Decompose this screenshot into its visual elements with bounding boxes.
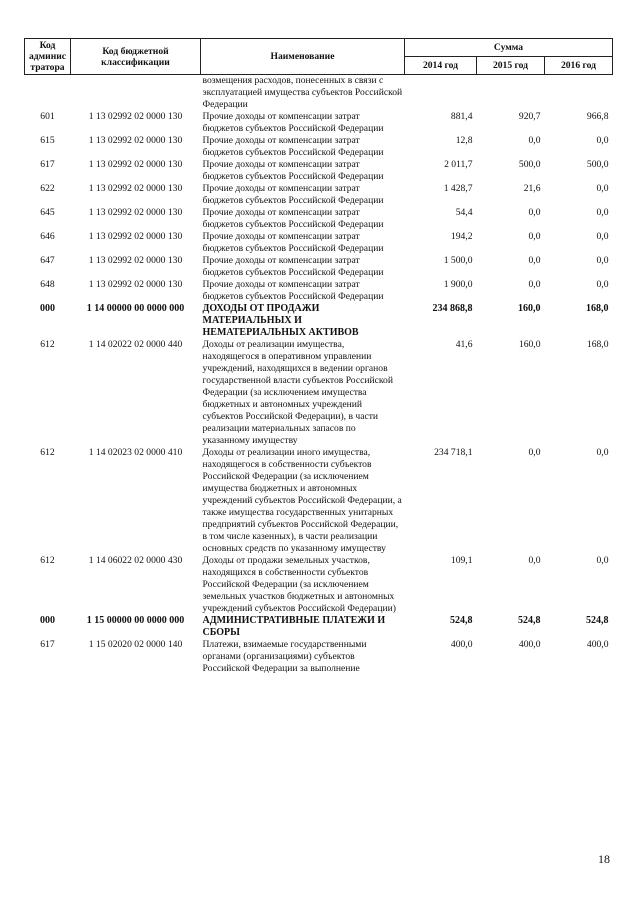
cell-kbk: [71, 75, 201, 112]
cell-value-2014: 109,1: [450, 555, 473, 566]
cell-value-2014: 400,0: [450, 639, 473, 650]
cell-value-2014: 524,8: [450, 615, 473, 626]
cell-value-2016: 966,8: [586, 111, 609, 122]
cell-value-2015: [477, 75, 545, 112]
cell-value-2015: 0,0: [528, 279, 541, 290]
cell-name: Доходы от продажи земельных участков, находящихся в собственности субъектов Российской Федерации (за исключением земельных участков бюджетных и автономных учреждений субъектов Российской Федерации): [202, 555, 396, 614]
cell-kbk: 1 13 02992 02 0000 130: [88, 159, 183, 170]
cell-admin-code: 645: [40, 207, 55, 218]
cell-value-2016: 0,0: [596, 183, 609, 194]
cell-value-2016: 500,0: [586, 159, 609, 170]
cell-name: возмещения расходов, понесенных в связи с эксплуатацией имущества субъектов Российской Федерации: [202, 75, 403, 110]
cell-value-2015: 524,8: [518, 615, 541, 626]
table-row: [25, 639, 613, 675]
header-year-2016: 2016 год: [545, 57, 613, 75]
cell-value-2015: 500,0: [518, 159, 541, 170]
cell-kbk: 1 14 02023 02 0000 410: [88, 447, 183, 458]
table-row: [25, 303, 613, 339]
cell-name: Прочие доходы от компенсации затрат бюджетов субъектов Российской Федерации: [202, 135, 384, 158]
cell-admin-code: 612: [40, 555, 55, 566]
cell-name: Прочие доходы от компенсации затрат бюджетов субъектов Российской Федерации: [202, 279, 384, 302]
cell-admin-code: 647: [40, 255, 55, 266]
cell-name: Прочие доходы от компенсации затрат бюджетов субъектов Российской Федерации: [202, 159, 384, 182]
cell-admin-code: 622: [40, 183, 55, 194]
cell-value-2016: 0,0: [596, 207, 609, 218]
cell-admin-code: 612: [40, 339, 55, 350]
cell-value-2014: 234 868,8: [432, 303, 473, 314]
cell-value-2015: 0,0: [528, 135, 541, 146]
cell-value-2014: 54,4: [455, 207, 473, 218]
cell-kbk: 1 13 02992 02 0000 130: [88, 111, 183, 122]
cell-name: Прочие доходы от компенсации затрат бюджетов субъектов Российской Федерации: [202, 255, 384, 278]
cell-admin-code: 612: [40, 447, 55, 458]
cell-value-2015: 0,0: [528, 207, 541, 218]
cell-name: Платежи, взимаемые государственными органами (организациями) субъектов Российской Федерации за выполнение: [202, 639, 367, 674]
cell-value-2016: [545, 75, 613, 112]
table-row: [25, 183, 613, 207]
cell-kbk: 1 15 00000 00 0000 000: [86, 615, 185, 626]
cell-value-2015: 160,0: [518, 303, 541, 314]
cell-value-2016: 0,0: [596, 555, 609, 566]
cell-admin-code: 617: [40, 639, 55, 650]
cell-kbk: 1 13 02992 02 0000 130: [88, 183, 183, 194]
cell-name: АДМИНИСТРАТИВНЫЕ ПЛАТЕЖИ И СБОРЫ: [202, 615, 386, 638]
table-row: [25, 339, 613, 447]
cell-value-2014: 12,8: [455, 135, 473, 146]
document-page: [24, 38, 620, 675]
cell-value-2014: 194,2: [450, 231, 473, 242]
cell-value-2014: 41,6: [455, 339, 473, 350]
cell-value-2015: 0,0: [528, 231, 541, 242]
cell-value-2016: 0,0: [596, 135, 609, 146]
table-row: [25, 279, 613, 303]
cell-value-2016: 168,0: [586, 339, 609, 350]
cell-kbk: 1 14 02022 02 0000 440: [88, 339, 183, 350]
cell-value-2015: 920,7: [518, 111, 541, 122]
table-row: [25, 75, 613, 112]
cell-value-2015: 21,6: [523, 183, 541, 194]
cell-admin-code: 617: [40, 159, 55, 170]
cell-value-2016: 168,0: [586, 303, 609, 314]
cell-kbk: 1 15 02020 02 0000 140: [88, 639, 183, 650]
cell-value-2015: 400,0: [518, 639, 541, 650]
cell-value-2015: 160,0: [518, 339, 541, 350]
cell-kbk: 1 13 02992 02 0000 130: [88, 279, 183, 290]
cell-kbk: 1 13 02992 02 0000 130: [88, 207, 183, 218]
cell-value-2014: 1 900,0: [443, 279, 473, 290]
cell-name: Прочие доходы от компенсации затрат бюджетов субъектов Российской Федерации: [202, 183, 384, 206]
header-year-2014: 2014 год: [405, 57, 477, 75]
cell-name: Доходы от реализации иного имущества, находящегося в собственности субъектов Российской Федерации (за исключением имущества бюджетных и автономных учреждений субъектов Российской Федерации, а также имущества государственных унитарных предприятий субъектов Российской Федерации, в том числе казенных), в части реализации основных средств по указанному имуществу: [202, 447, 402, 554]
budget-table: [24, 38, 613, 675]
cell-kbk: 1 13 02992 02 0000 130: [88, 231, 183, 242]
cell-value-2015: 0,0: [528, 447, 541, 458]
cell-value-2016: 524,8: [586, 615, 609, 626]
cell-admin-code: [25, 75, 71, 112]
cell-name: Доходы от реализации имущества, находящегося в оперативном управлении учреждений, находящихся в ведении органов государственной власти субъектов Российской Федерации (за исключением имущества бюджетных и автономных учреждений субъектов Российской Федерации), в части реализации материальных запасов по указанному имуществу: [202, 339, 393, 446]
cell-value-2014: [405, 75, 477, 112]
cell-value-2016: 0,0: [596, 255, 609, 266]
header-admin-code: Код админис тратора: [25, 39, 71, 75]
cell-value-2014: 234 718,1: [434, 447, 473, 458]
table-row: [25, 555, 613, 615]
header-year-2015: 2015 год: [477, 57, 545, 75]
cell-name: ДОХОДЫ ОТ ПРОДАЖИ МАТЕРИАЛЬНЫХ И НЕМАТЕРИАЛЬНЫХ АКТИВОВ: [202, 303, 359, 338]
cell-value-2016: 0,0: [596, 231, 609, 242]
cell-value-2014: 1 428,7: [443, 183, 473, 194]
table-header: [25, 39, 613, 75]
table-row: [25, 255, 613, 279]
table-row: [25, 615, 613, 639]
cell-value-2016: 0,0: [596, 447, 609, 458]
cell-value-2015: 0,0: [528, 255, 541, 266]
table-row: [25, 159, 613, 183]
table-row: [25, 111, 613, 135]
cell-value-2014: 881,4: [450, 111, 473, 122]
table-row: [25, 447, 613, 555]
cell-name: Прочие доходы от компенсации затрат бюджетов субъектов Российской Федерации: [202, 207, 384, 230]
cell-admin-code: 000: [40, 303, 55, 314]
cell-admin-code: 648: [40, 279, 55, 290]
cell-name: Прочие доходы от компенсации затрат бюджетов субъектов Российской Федерации: [202, 111, 384, 134]
cell-value-2016: 400,0: [586, 639, 609, 650]
cell-value-2016: 0,0: [596, 279, 609, 290]
cell-kbk: 1 14 00000 00 0000 000: [86, 303, 185, 314]
header-name: Наименование: [201, 39, 405, 75]
cell-value-2014: 2 011,7: [444, 159, 473, 170]
table-body: [25, 75, 613, 676]
cell-value-2015: 0,0: [528, 555, 541, 566]
cell-kbk: 1 13 02992 02 0000 130: [88, 255, 183, 266]
page-number: 18: [598, 852, 610, 866]
cell-name: Прочие доходы от компенсации затрат бюджетов субъектов Российской Федерации: [202, 231, 384, 254]
cell-admin-code: 615: [40, 135, 55, 146]
cell-kbk: 1 13 02992 02 0000 130: [88, 135, 183, 146]
cell-admin-code: 646: [40, 231, 55, 242]
cell-value-2014: 1 500,0: [443, 255, 473, 266]
cell-kbk: 1 14 06022 02 0000 430: [88, 555, 183, 566]
cell-admin-code: 000: [40, 615, 55, 626]
header-sum: Сумма: [405, 39, 613, 57]
header-kbk: Код бюджетной классификации: [71, 39, 201, 75]
table-row: [25, 207, 613, 231]
table-row: [25, 231, 613, 255]
cell-admin-code: 601: [40, 111, 55, 122]
table-row: [25, 135, 613, 159]
